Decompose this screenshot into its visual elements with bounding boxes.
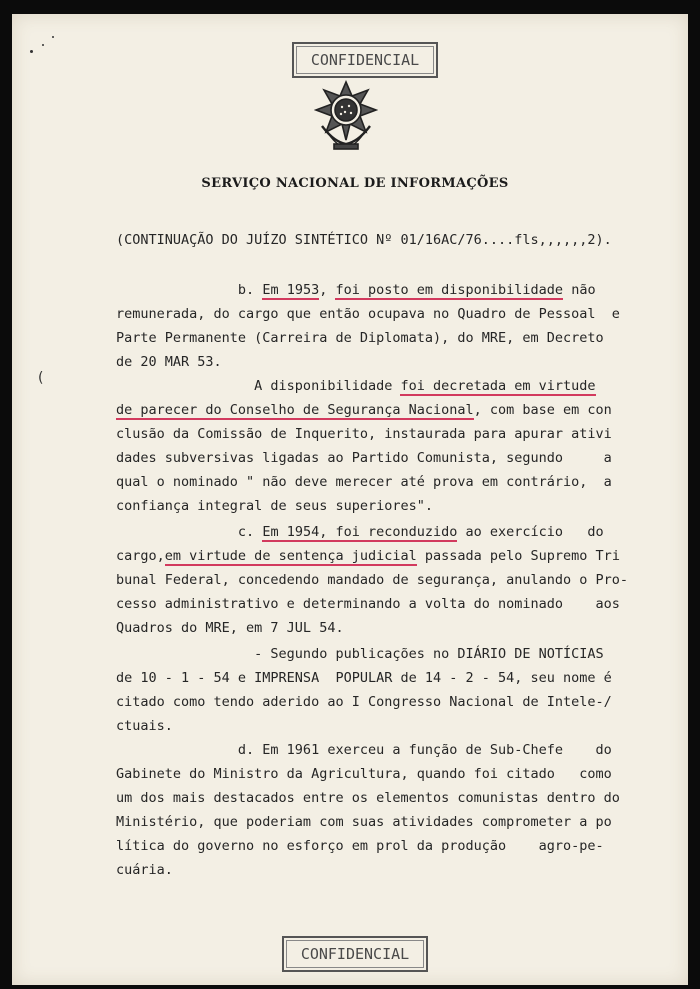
paragraph-c-line-3: bunal Federal, concedendo mandado de segurança, anulando o Pro- <box>116 572 629 588</box>
underlined-text: de parecer do Conselho de Segurança Nacional <box>116 402 474 418</box>
paragraph-d-line-3: um dos mais destacados entre os elementos comunistas dentro do <box>116 790 620 806</box>
text-segment: cargo, <box>116 548 165 564</box>
paragraph-p-line-6: confiança integral de seus superiores". <box>116 498 433 514</box>
paragraph-c-line-2 <box>116 544 620 568</box>
paragraph-s-line-2: de 10 - 1 - 54 e IMPRENSA POPULAR de 14 - 2 - 54, seu nome é <box>116 670 612 686</box>
paper-speck <box>30 50 33 53</box>
text-segment: A disponibilidade <box>116 378 401 394</box>
text-segment: passada pelo Supremo Tri <box>416 548 620 564</box>
margin-mark: ( <box>38 370 44 386</box>
paragraph-c-line-5: Quadros do MRE, em 7 JUL 54. <box>116 620 344 636</box>
underlined-text: foi decretada em virtude <box>400 378 596 394</box>
paragraph-c-line-4: cesso administrativo e determinando a volta do nominado aos <box>116 596 620 612</box>
paper-speck <box>42 44 44 46</box>
confidential-stamp-bottom: CONFIDENCIAL <box>282 936 428 972</box>
text-segment: c. <box>116 524 263 540</box>
paragraph-c-line-1 <box>116 520 604 544</box>
underlined-text: Em 1954, foi reconduzido <box>262 524 458 540</box>
paragraph-d-line-1: d. Em 1961 exerceu a função de Sub-Chefe do <box>116 742 612 758</box>
paper-speck <box>52 36 54 38</box>
underlined-text: Em 1953 <box>262 282 320 298</box>
document-page <box>12 14 688 985</box>
paragraph-p-line-3: clusão da Comissão de Inquerito, instaurada para apurar ativi <box>116 426 612 442</box>
underlined-text: foi posto em disponibilidade <box>335 282 564 298</box>
text-segment: b. <box>116 282 263 298</box>
paragraph-p-line-2 <box>116 398 612 422</box>
confidential-stamp-top: CONFIDENCIAL <box>292 42 438 78</box>
page-header: SERVIÇO NACIONAL DE INFORMAÇÕES <box>201 176 509 191</box>
paragraph-s-line-1: - Segundo publicações no DIÁRIO DE NOTÍCIAS <box>116 646 604 662</box>
paragraph-s-line-3: citado como tendo aderido ao I Congresso Nacional de Intele-/ <box>116 694 612 710</box>
paragraph-b-line-1 <box>116 278 596 302</box>
text-segment: , <box>319 282 336 298</box>
paragraph-b-line-4: de 20 MAR 53. <box>116 354 222 370</box>
underlined-text: em virtude de sentença judicial <box>164 548 417 564</box>
paragraph-d-line-2: Gabinete do Ministro da Agricultura, quando foi citado como <box>116 766 612 782</box>
paragraph-p-line-1 <box>116 374 596 398</box>
paragraph-p-line-5: qual o nominado " não deve merecer até prova em contrário, a <box>116 474 612 490</box>
text-segment: ao exercício do <box>457 524 604 540</box>
paragraph-p-line-4: dades subversivas ligadas ao Partido Comunista, segundo a <box>116 450 612 466</box>
text-segment: , com base em con <box>473 402 612 418</box>
paragraph-d-line-5: lítica do governo no esforço em prol da produção agro-pe- <box>116 838 604 854</box>
paragraph-d-line-4: Ministério, que poderiam com suas atividades comprometer a po <box>116 814 612 830</box>
continuation-line: (CONTINUAÇÃO DO JUÍZO SINTÉTICO Nº 01/16AC/76....fls,,,,,,2). <box>116 232 612 248</box>
text-segment: não <box>563 282 596 298</box>
coat-of-arms-icon <box>314 80 378 154</box>
paragraph-b-line-2: remunerada, do cargo que então ocupava no Quadro de Pessoal e <box>116 306 620 322</box>
paragraph-d-line-6: cuária. <box>116 862 173 878</box>
paragraph-b-line-3: Parte Permanente (Carreira de Diplomata), do MRE, em Decreto <box>116 330 604 346</box>
paragraph-s-line-4: ctuais. <box>116 718 173 734</box>
